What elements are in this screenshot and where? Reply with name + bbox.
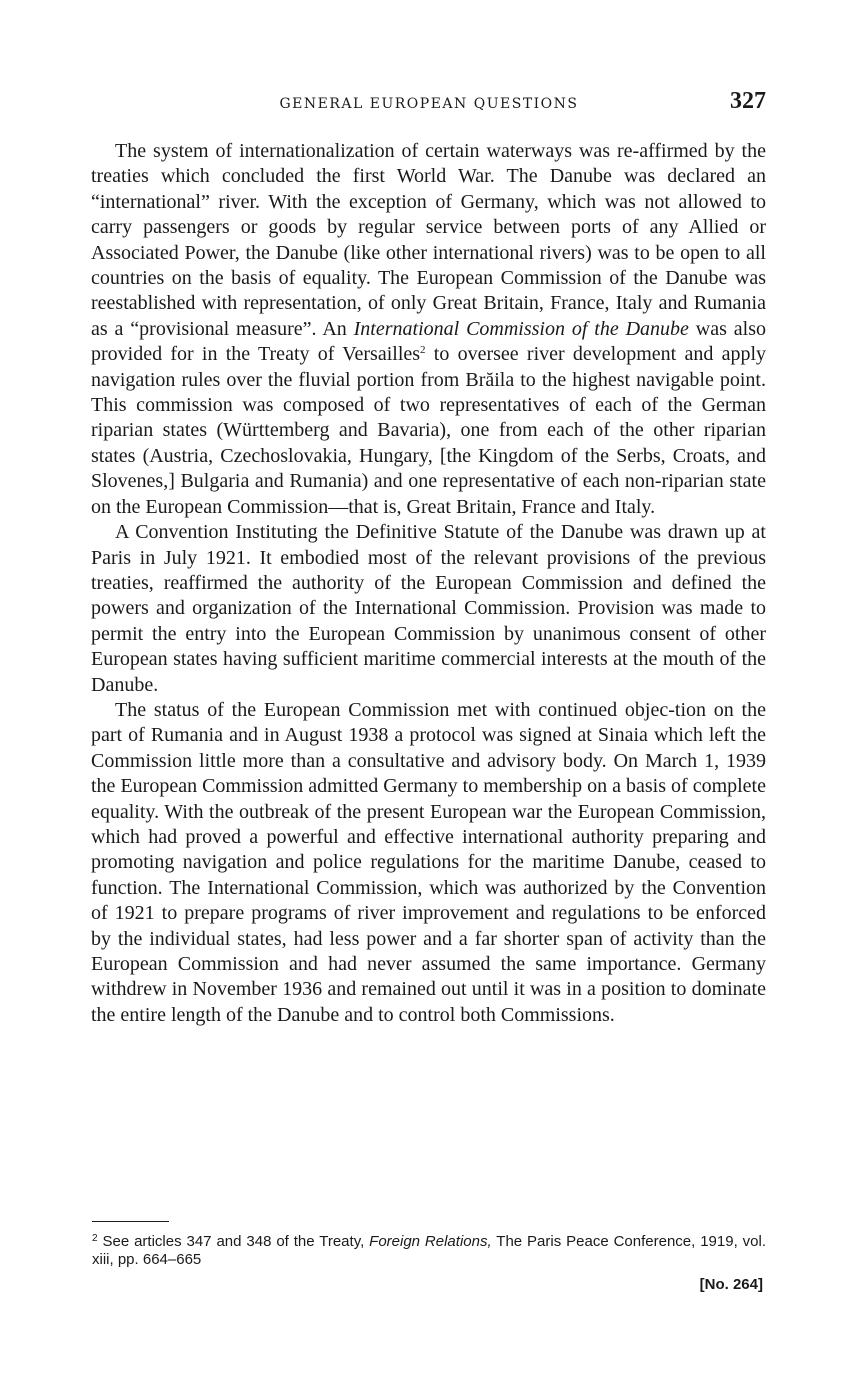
footnote-italic: Foreign Relations, xyxy=(369,1233,492,1250)
paragraph-1-part-1: The system of internationalization of certain waterways was re-affirmed by the treaties which concluded the first World War. The Danube was declared an “international” river. With the exception of Germany, which was not allowed to carry passengers or goods by regular service between ports of any Allied or Associated Power, the Danube (like other international rivers) was to be open to all countries on the basis of equality. The European Commission of the Danube was reestablished with representation, of only Great Britain, France, Italy and Rumania as a “provisional measure”. An xyxy=(91,140,766,340)
paragraph-2: A Convention Instituting the Definitive Statute of the Danube was drawn up at Paris in July 1921. It embodied most of the relevant provisions of the previous treaties, reaffirmed the authority of the European Commission and defined the powers and organization of the International Commission. Provision was made to permit the entry into the European Commission by unanimous consent of other European states having sufficient maritime commercial interests at the mouth of the Danube. xyxy=(91,521,766,696)
body-text xyxy=(91,139,766,1028)
footnote-reference: 2 xyxy=(420,344,426,357)
footnote-text-2: The Paris Peace Conference, 1919, vol. xiii, pp. 664–665 xyxy=(92,1233,766,1268)
page-header xyxy=(92,88,766,122)
footnote-divider xyxy=(92,1221,169,1222)
paragraph-1-italic: International Commission of the Danube xyxy=(353,317,689,340)
running-head: GENERAL EUROPEAN QUESTIONS xyxy=(279,96,579,112)
paragraph-1-part-3: to oversee river development and apply navigation rules over the fluvial portion from Brăila to the highest navigable point. This commission was composed of two representatives of each of the German riparian states (Württemberg and Bavaria), one from each of the other riparian states (Austria, Czechoslovakia, Hungary, [the Kingdom of the Serbs, Croats, and Slovenes,] Bulgaria and Rumania) and one representative of each non-riparian state on the European Commission—that is, Great Britain, France and Italy. xyxy=(91,343,766,518)
paragraph-1-part-2: was also provided for in the Treaty of Versailles xyxy=(91,317,766,366)
paragraph-1 xyxy=(91,139,766,520)
page-number: 327 xyxy=(730,88,766,114)
paragraph-3: The status of the European Commission met with continued objec-tion on the part of Rumania and in August 1938 a protocol was signed at Sinaia which left the Commission little more than a consultative and advisory body. On March 1, 1939 the European Commission admitted Germany to membership on a basis of complete equality. With the outbreak of the present European war the European Commission, which had proved a powerful and effective international authority preparing and promoting navigation and police regulations for the maritime Danube, ceased to function. The International Commission, which was authorized by the Convention of 1921 to prepare programs of river improvement and regulations to be enforced by the individual states, had less power and a far shorter span of activity than the European Commission and had never assumed the same importance. Germany withdrew in November 1936 and remained out until it was in a position to dominate the entire length of the Danube and to control both Commissions. xyxy=(91,698,766,1026)
document-number: [No. 264] xyxy=(699,1276,763,1293)
footnote xyxy=(92,1233,766,1269)
footnote-number: 2 xyxy=(92,1233,98,1244)
footnote-text-1: See articles 347 and 348 of the Treaty, xyxy=(97,1233,370,1250)
